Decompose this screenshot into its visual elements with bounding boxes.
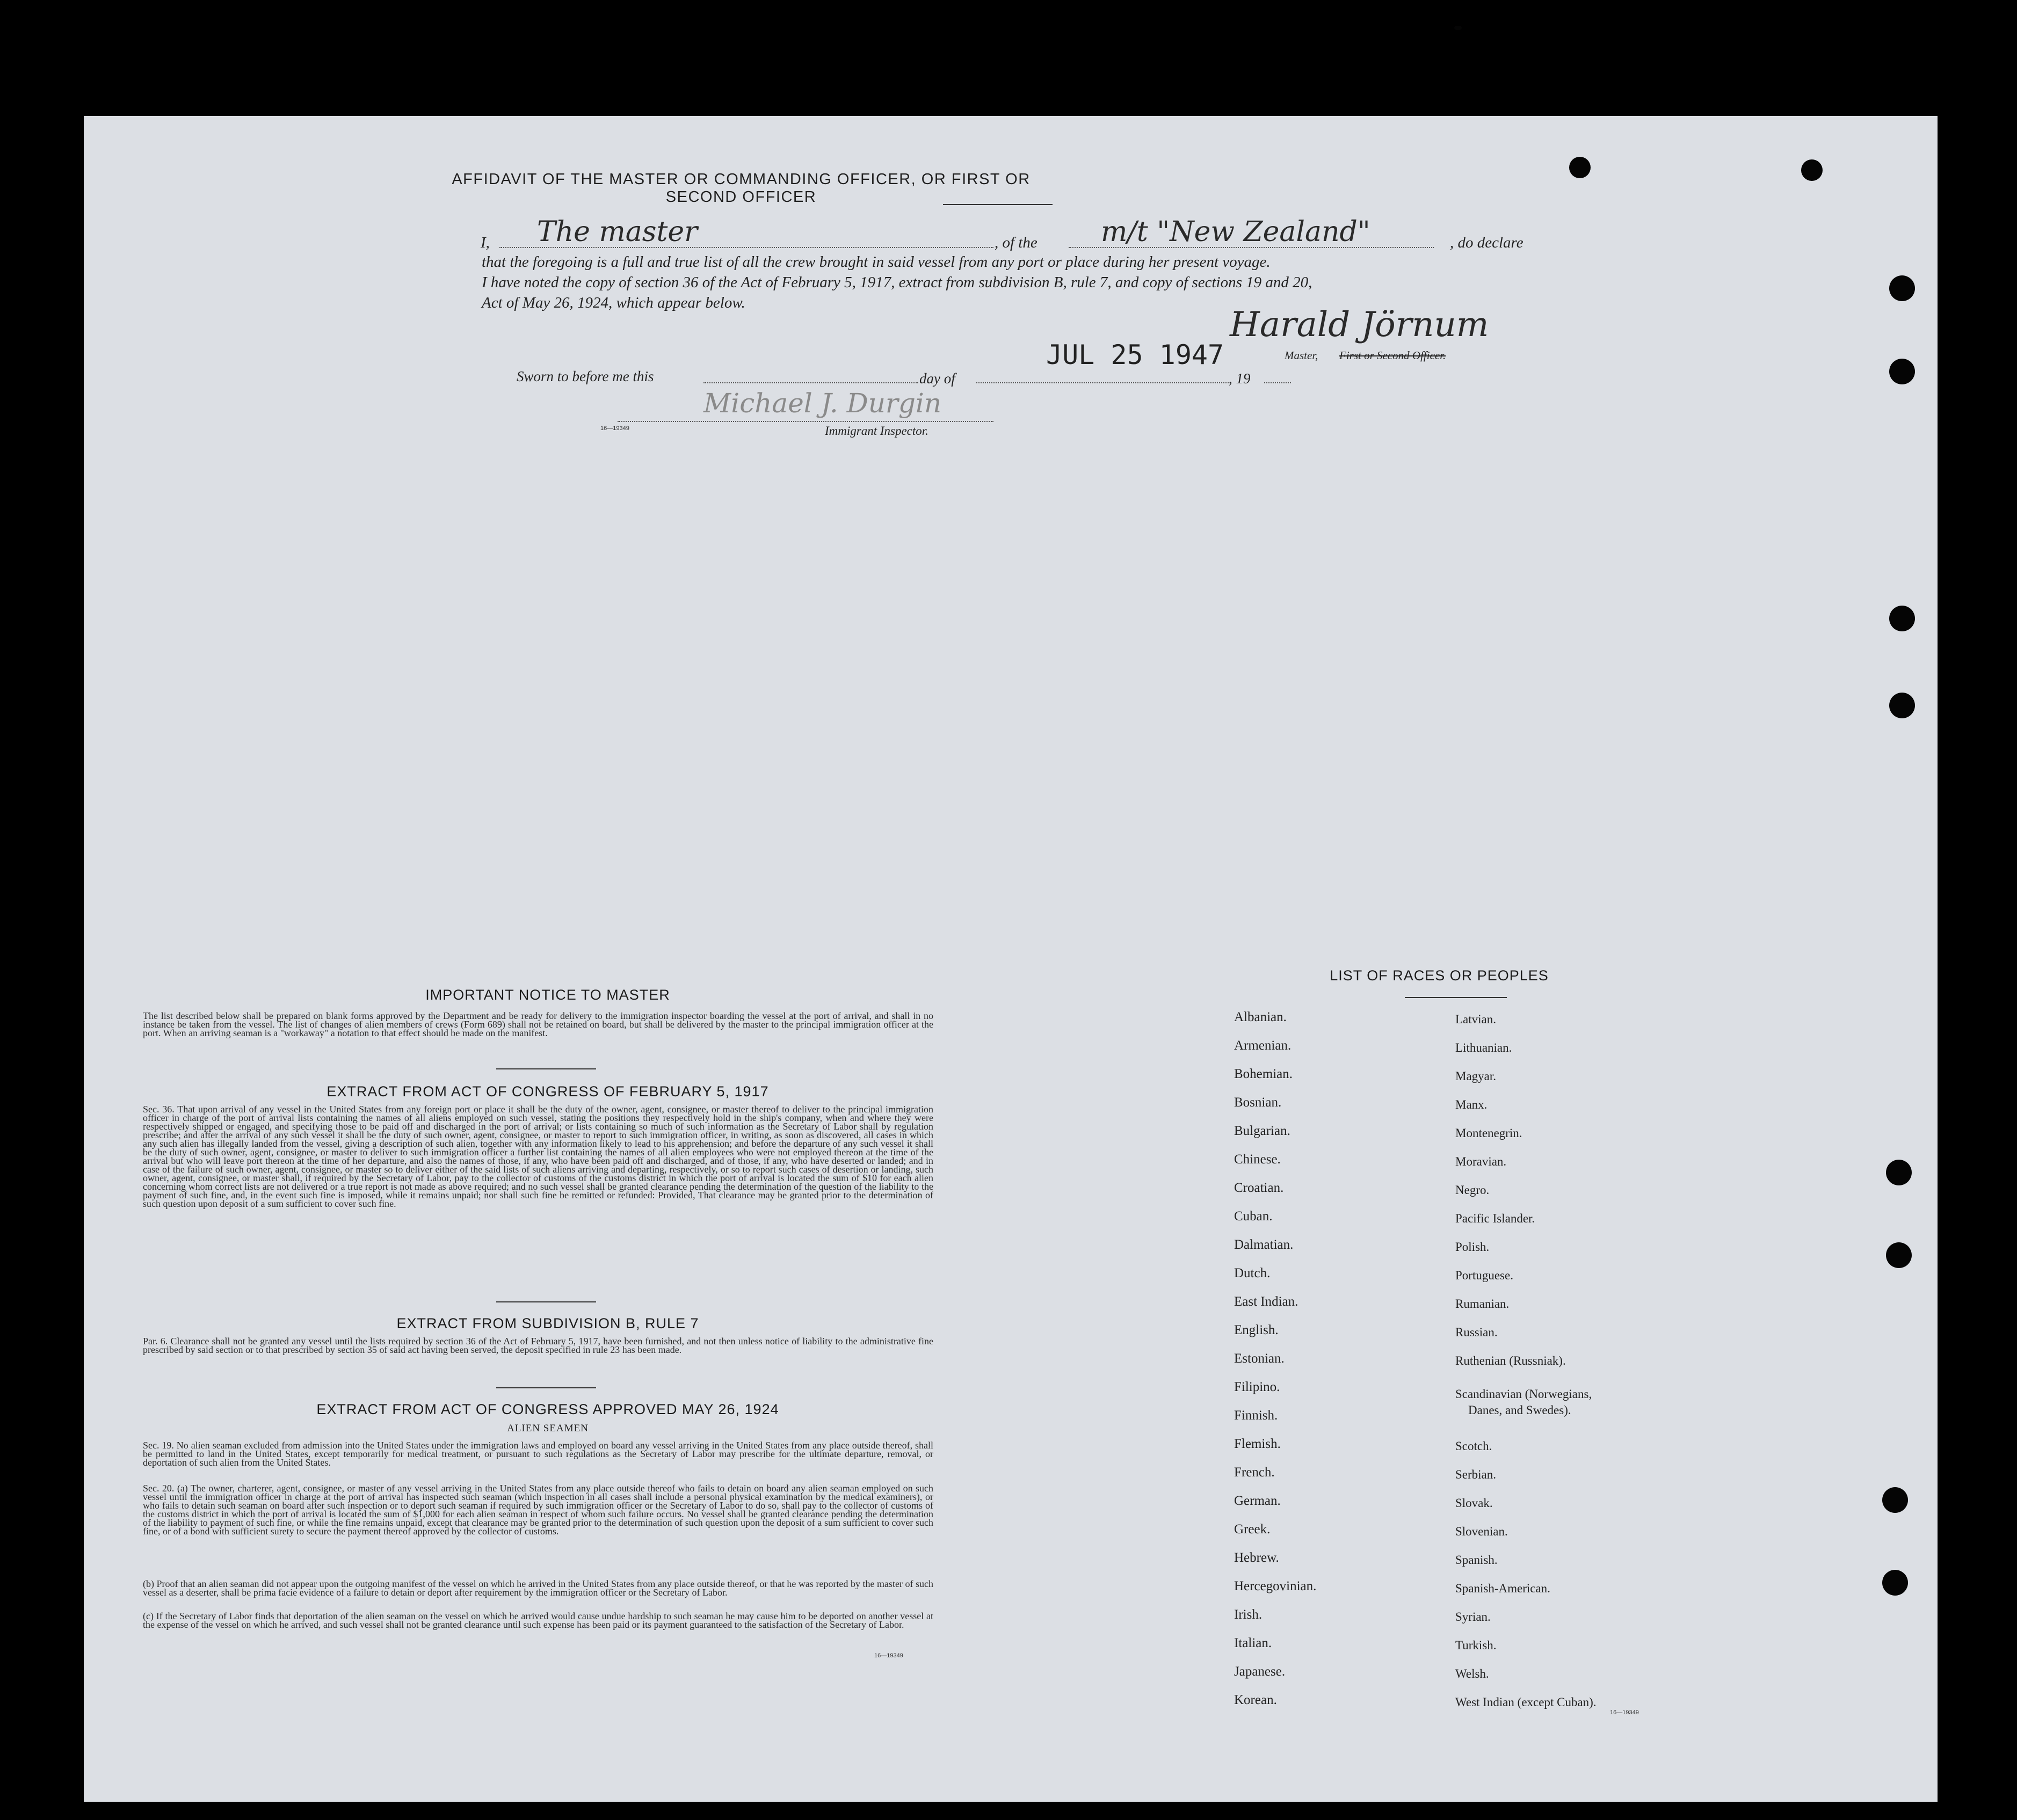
punch-hole [1882,1570,1908,1596]
race-item: English. [1234,1323,1279,1337]
race-item: Lithuanian. [1455,1041,1512,1054]
race-item: Korean. [1234,1693,1277,1707]
punch-hole [1889,359,1915,384]
master-signature: Harald Jörnum [1230,305,1489,345]
race-item: Latvian. [1455,1013,1496,1026]
form-number: 16—19349 [874,1652,903,1659]
race-item: Armenian. [1234,1038,1292,1053]
race-item: Serbian. [1455,1468,1497,1481]
race-item: Albanian. [1234,1010,1287,1024]
sworn-month-blank [976,382,1229,383]
race-item: Magyar. [1455,1069,1497,1083]
race-item: Dalmatian. [1234,1237,1294,1252]
punch-hole [1801,159,1823,181]
year-prefix: , 19 [1229,370,1251,387]
race-item: Moravian. [1455,1155,1507,1168]
extract-1924-sec19: Sec. 19. No alien seaman excluded from admission into the United States under the immigration laws and employed on board any vessel arriving in the United States from any place outside thereof, shall be permitted to land in the United States, except temporarily for medical treatment, or pursuant to such regulations as the Secretary of Labor may prescribe for the ultimate departure, removal, or deportation of such alien from the United States. [143,1440,933,1468]
punch-hole [1889,693,1915,718]
race-item: Filipino. [1234,1380,1280,1394]
race-item: German. [1234,1494,1281,1508]
race-item: Croatian. [1234,1181,1284,1195]
race-item: West Indian (except Cuban). [1455,1695,1597,1709]
race-item: Russian. [1455,1326,1498,1339]
date-stamp: JUL 25 1947 [1046,339,1224,370]
sworn-day-blank [703,382,918,383]
race-item: Hebrew. [1234,1550,1279,1565]
extract-1917-text: Sec. 36. That upon arrival of any vessel in the United States from any foreign port or place it shall be the duty of the owner, agent, consignee, or master thereof to deliver to the principal immigration officer in charge of the port of arrival lists containing the names of all aliens employed on such vessel, stating the positions they respectively hold in the ship's company, when and where they were respectively shipped or engaged, and specifying those to be paid off and discharged in the port of arrival; or lists containing so much of such information as the Secretary of Labor shall by regulation prescribe; and after the arrival of any such vessel it shall be the duty of such owner, agent, consignee, or master to report to such immigration officer, in writing, as soon as discovered, all cases in which any such alien has illegally landed from the vessel, giving a description of such alien, together with any information likely to lead to his apprehension; and before the departure of any such vessel it shall be the duty of such owner, agent, consignee, or master to deliver to such immigration officer a further list containing the names of all alien employees who were not employed thereon at the time of the arrival but who will leave port thereon at the time of her departure, and also the names of those, if any, who have been paid off and discharged, and of those, if any, who have deserted or landed; and in case of the failure of such owner, agent, consignee, or master so to deliver either of the said lists of such aliens arriving and departing, respectively, or so to report such cases of desertion or landing, such owner, agent, consignee, or master shall, if required by the Secretary of Labor, pay to the collector of customs of the customs district in which the port of arrival is located the sum of $10 for each alien concerning whom correct lists are not delivered or a true report is not made as above required; and no such vessel shall be granted clearance pending the determination of the question of the liability to the payment of such fine, and, in the event such fine is imposed, while it remains unpaid; nor shall such fine be remitted or refunded: Provided, That clearance may be granted prior to the determination of such question upon deposit of a sum sufficient to cover such fine. [143,1104,933,1209]
race-item: Italian. [1234,1636,1272,1650]
punch-hole [1454,26,1462,30]
race-item: Spanish. [1455,1553,1498,1567]
race-item: Manx. [1455,1098,1488,1111]
races-title: LIST OF RACES OR PEOPLES [1330,967,1549,984]
affidavit-line-4: Act of May 26, 1924, which appear below. [482,294,745,311]
inspector-signature-line [618,421,993,422]
race-item: Slovak. [1455,1496,1493,1510]
extract-1924-sec20c: (c) If the Secretary of Labor finds that deportation of the alien seaman on the vessel on which he arrived would cause undue hardship to such seaman he may cause him to be deported on another vessel at the expense of the vessel on which he arrived, and such vessel shall not be granted clearance until such expense has been paid or its payment guaranteed to the satisfaction of the Secretary of Labor. [143,1611,933,1630]
extract-1924-sec20b: (b) Proof that an alien seaman did not appear upon the outgoing manifest of the vessel on which he arrived in the United States from any place outside thereof, or that he was reported by the master of such vessel as a deserter, shall be prima facie evidence of a failure to detain or deport after requirement by the immigration officer or the Secretary of Labor. [143,1578,933,1598]
race-item: Spanish-American. [1455,1582,1550,1595]
master-name-handwritten: The master [537,216,698,248]
race-item: Scandinavian (Norwegians, [1455,1387,1592,1401]
races-title-underline [1405,997,1507,998]
punch-hole [1886,1242,1912,1268]
race-item: Finnish. [1234,1408,1278,1423]
race-item: Bohemian. [1234,1067,1293,1081]
affidavit-line-3: I have noted the copy of section 36 of the Act of February 5, 1917, extract from subdivision B, rule 7, and copy of sections 19 and 20, [482,274,1312,291]
punch-hole [1569,157,1591,178]
extract-rule7-text: Par. 6. Clearance shall not be granted any vessel until the lists required by section 36 of the Act of February 5, 1917, have been furnished, and not then unless notice of liability to the administrative fine prescribed by said section or to that prescribed by section 35 of said act having been served, the deposit specified in rule 23 has been made. [143,1336,933,1355]
section-divider [496,1301,596,1302]
alien-seamen-subtitle: ALIEN SEAMEN [507,1423,589,1434]
race-item: Estonian. [1234,1351,1285,1366]
inspector-label: Immigrant Inspector. [825,424,928,438]
section-divider [496,1068,596,1069]
extract-rule7-title: EXTRACT FROM SUBDIVISION B, RULE 7 [396,1315,699,1331]
day-of-label: day of [919,370,955,387]
race-item: Bulgarian. [1234,1124,1290,1138]
sworn-prefix: Sworn to before me this [517,368,654,384]
race-item: Rumanian. [1455,1297,1510,1311]
punch-hole [1889,606,1915,631]
notice-title: IMPORTANT NOTICE TO MASTER [425,987,670,1003]
race-item: Negro. [1455,1183,1490,1197]
title-underline [943,204,1053,205]
inspector-signature: Michael J. Durgin [703,388,942,419]
officer-label-struck: First or Second Officer. [1339,349,1446,362]
affidavit-title: AFFIDAVIT OF THE MASTER OR COMMANDING OFFICER, OR FIRST OR SECOND OFFICER [452,171,1031,206]
form-number: 16—19349 [600,425,629,432]
race-item: Greek. [1234,1522,1271,1537]
section-divider [496,1387,596,1388]
race-item: Chinese. [1234,1152,1281,1167]
notice-text: The list described below shall be prepared on blank forms approved by the Department and be ready for delivery to the immigration inspector boarding the vessel at the port of arrival, and shall in no instance be taken from the vessel. The list of changes of alien members of crews (Form 689) shall not be retained on board, but shall be delivered by the master to the principal immigration officer at the port. When an arriving seaman is a "workaway" a notation to that effect should be made on the manifest. [143,1010,933,1038]
race-item: Welsh. [1455,1667,1489,1680]
affidavit-i: I, [481,234,490,251]
affidavit-line-2: that the foregoing is a full and true list of all the crew brought in said vessel from any port or place during her present voyage. [482,253,1271,271]
extract-1924-title: EXTRACT FROM ACT OF CONGRESS APPROVED MAY 26, 1924 [316,1401,779,1417]
extract-1917-title: EXTRACT FROM ACT OF CONGRESS OF FEBRUARY 5, 1917 [327,1083,769,1100]
form-number: 16—19349 [1610,1709,1639,1716]
race-item: Scotch. [1455,1439,1492,1453]
race-item: Turkish. [1455,1639,1497,1652]
race-item: Portuguese. [1455,1269,1513,1282]
extract-1924-sec20a: Sec. 20. (a) The owner, charterer, agent, consignee, or master of any vessel arriving in the United States from any place outside thereof who fails to detain on board any alien seaman employed on such vessel until the immigration officer in charge at the port of arrival has inspected such seaman (which inspection in all cases shall include a personal physical examination by the medical examiners), or who fails to detain such seaman on board after such inspection or to deport such seaman if required by such immigration officer or the Secretary of Labor to do so, shall pay to the collector of customs of the customs district in which the port of arrival is located the sum of $1,000 for each alien seaman in respect of whom such failure occurs. No vessel shall be granted clearance pending the determination of the liability to payment of such fine, or while the fine remains unpaid, except that clearance may be granted prior to the determination of such question upon the deposit of a sum sufficient to cover such fine, or of a bond with sufficient surety to secure the payment thereof approved by the collector of customs. [143,1483,933,1537]
vessel-name-handwritten: m/t "New Zealand" [1101,216,1370,248]
race-item: Slovenian. [1455,1525,1508,1538]
race-item: French. [1234,1465,1275,1480]
manifest-page [84,116,1938,1802]
race-item: Flemish. [1234,1437,1281,1451]
race-item: East Indian. [1234,1294,1298,1309]
year-blank [1264,382,1291,383]
race-item: Polish. [1455,1240,1490,1254]
race-item: Pacific Islander. [1455,1212,1535,1225]
race-item: Syrian. [1455,1610,1491,1624]
race-item: Montenegrin. [1455,1126,1522,1140]
race-item: Irish. [1234,1607,1263,1622]
master-label: Master, [1285,349,1318,362]
affidavit-declare: , do declare [1450,234,1523,251]
punch-hole [1889,275,1915,301]
race-item: Japanese. [1234,1664,1286,1679]
affidavit-of-the: , of the [995,234,1037,251]
race-item: Dutch. [1234,1266,1271,1280]
punch-hole [1882,1487,1908,1513]
punch-hole [1886,1160,1912,1185]
race-item: Hercegovinian. [1234,1579,1317,1593]
race-item: Ruthenian (Russniak). [1455,1354,1566,1367]
race-item: Cuban. [1234,1209,1273,1224]
race-item: Bosnian. [1234,1095,1282,1110]
race-item: Danes, and Swedes). [1468,1403,1571,1417]
